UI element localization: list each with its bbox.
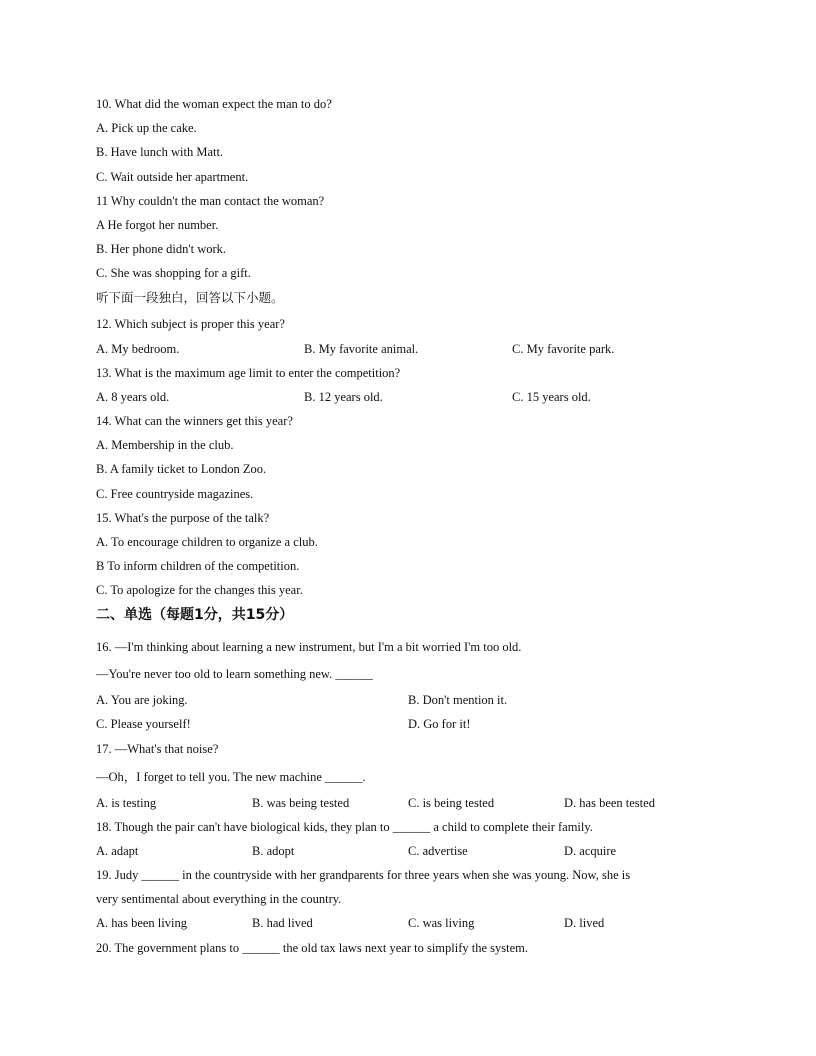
question-12-option-a: A. My bedroom. <box>96 342 180 356</box>
question-15-option-a: A. To encourage children to organize a club. <box>96 535 318 549</box>
question-10-option-c: C. Wait outside her apartment. <box>96 170 249 184</box>
question-10-option-b: B. Have lunch with Matt. <box>96 145 224 159</box>
question-19-option-a: A. has been living <box>96 916 187 930</box>
question-16-option-a: A. You are joking. <box>96 693 188 707</box>
question-18-option-a: A. adapt <box>96 844 139 858</box>
question-12-stem: 12. Which subject is proper this year? <box>96 317 285 331</box>
question-14-stem: 14. What can the winners get this year? <box>96 414 293 428</box>
question-16-option-d: D. Go for it! <box>408 717 471 731</box>
question-17-option-d: D. has been tested <box>564 796 655 810</box>
question-13-option-b: B. 12 years old. <box>304 390 383 404</box>
question-13-option-c: C. 15 years old. <box>512 390 591 404</box>
section-2-heading: 二、单选（每题1分，共15分） <box>96 607 294 623</box>
question-18-option-d: D. acquire <box>564 844 617 858</box>
question-15-option-c: C. To apologize for the changes this year. <box>96 583 303 597</box>
question-11-option-c: C. She was shopping for a gift. <box>96 266 251 280</box>
question-17-option-a: A. is testing <box>96 796 157 810</box>
question-17-line-1: 17. —What's that noise? <box>96 742 219 756</box>
monologue-instruction: 听下面一段独白，回答以下小题。 <box>96 290 284 305</box>
question-19-option-c: C. was living <box>408 916 475 930</box>
question-17-line-2: —Oh，I forget to tell you. The new machine ______. <box>96 770 366 784</box>
question-18-stem: 18. Though the pair can't have biological kids, they plan to ______ a child to complete their family. <box>96 820 593 834</box>
question-15-stem: 15. What's the purpose of the talk? <box>96 511 270 525</box>
question-19-line-1: 19. Judy ______ in the countryside with her grandparents for three years when she was young. Now, she is <box>96 868 631 882</box>
question-19-option-d: D. lived <box>564 916 605 930</box>
question-12-option-c: C. My favorite park. <box>512 342 615 356</box>
question-11-option-b: B. Her phone didn't work. <box>96 242 227 256</box>
question-16-option-c: C. Please yourself! <box>96 717 191 731</box>
question-18-option-b: B. adopt <box>252 844 295 858</box>
question-13-option-a: A. 8 years old. <box>96 390 170 404</box>
question-16-line-1: 16. —I'm thinking about learning a new instrument, but I'm a bit worried I'm too old. <box>96 640 522 654</box>
question-17-option-b: B. was being tested <box>252 796 350 810</box>
question-14-option-a: A. Membership in the club. <box>96 438 234 452</box>
question-16-line-2: —You're never too old to learn something new. ______ <box>96 667 373 681</box>
question-10-stem: 10. What did the woman expect the man to do? <box>96 97 332 111</box>
question-11-stem: 11 Why couldn't the man contact the woman? <box>96 194 325 208</box>
question-20-stem: 20. The government plans to ______ the old tax laws next year to simplify the system. <box>96 941 528 955</box>
question-11-option-a: A He forgot her number. <box>96 218 219 232</box>
question-14-option-c: C. Free countryside magazines. <box>96 487 254 501</box>
question-12-option-b: B. My favorite animal. <box>304 342 419 356</box>
question-19-option-b: B. had lived <box>252 916 313 930</box>
question-18-option-c: C. advertise <box>408 844 468 858</box>
question-15-option-b: B To inform children of the competition. <box>96 559 300 573</box>
question-10-option-a: A. Pick up the cake. <box>96 121 197 135</box>
question-14-option-b: B. A family ticket to London Zoo. <box>96 462 267 476</box>
question-19-line-2: very sentimental about everything in the country. <box>96 892 342 906</box>
question-17-option-c: C. is being tested <box>408 796 495 810</box>
question-13-stem: 13. What is the maximum age limit to enter the competition? <box>96 366 401 380</box>
question-16-option-b: B. Don't mention it. <box>408 693 508 707</box>
